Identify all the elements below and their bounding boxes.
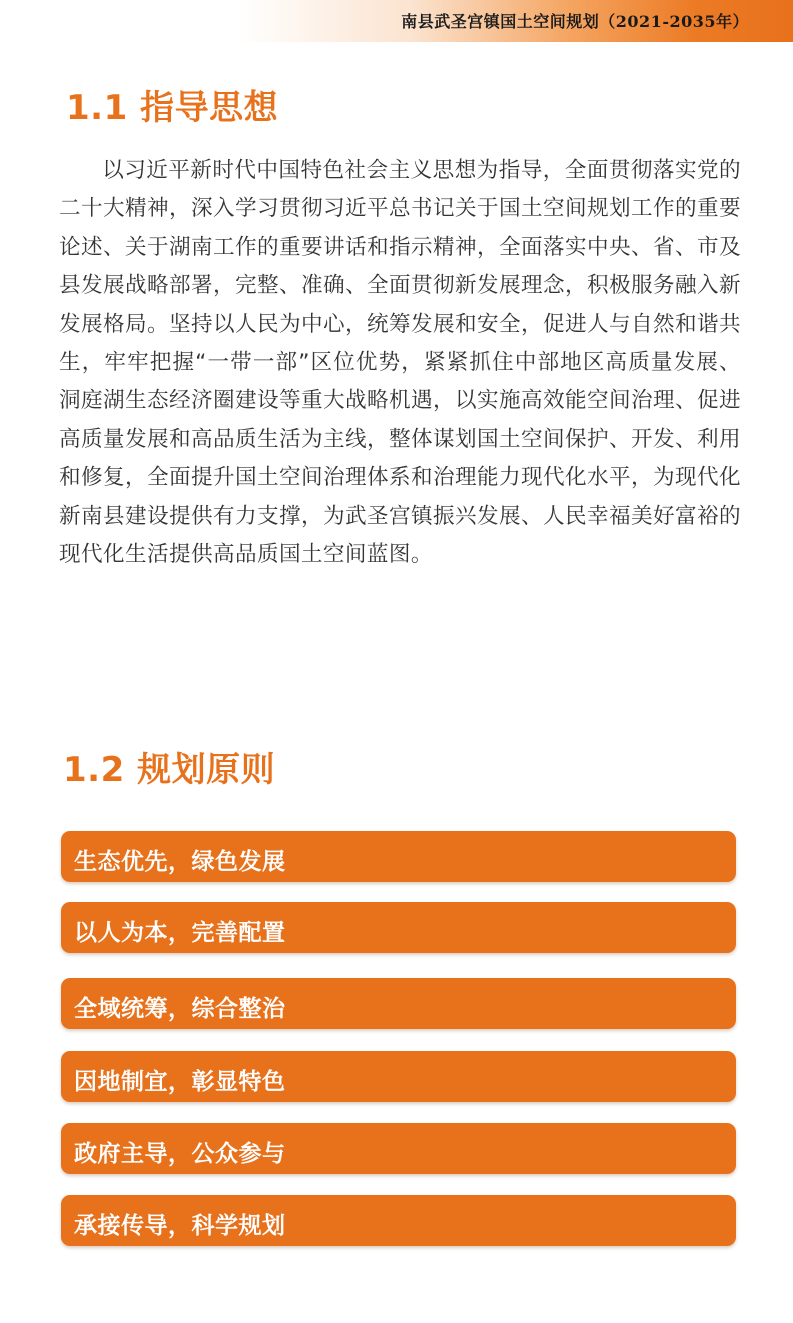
principle-label: 承接传导，科学规划 [74,1213,286,1239]
document-title: 南县武圣宫镇国土空间规划（2021-2035年） [401,12,749,31]
section-1-title: 1.1 指导思想 [66,88,279,128]
principle-item[interactable] [61,831,736,882]
section-1-body: 以习近平新时代中国特色社会主义思想为指导，全面贯彻落实党的二十大精神，深入学习贯彻习近平总书记关于国土空间规划工作的重要论述、关于湖南工作的重要讲话和指示精神，全面落实中央、省、市及县发展战略部署，完整、准确、全面贯彻新发展理念，积极服务融入新发展格局。坚持以人民为中心，统筹发展和安全，促进人与自然和谐共生，牢牢把握“一带一部”区位优势，紧紧抓住中部地区高质量发展、洞庭湖生态经济圈建设等重大战略机遇，以实施高效能空间治理、促进高质量发展和高品质生活为主线，整体谋划国土空间保护、开发、利用和修复，全面提升国土空间治理体系和治理能力现代化水平，为现代化新南县建设提供有力支撑，为武圣宫镇振兴发展、人民幸福美好富裕的现代化生活提供高品质国土空间蓝图。 [59,158,741,568]
principle-label: 以人为本，完善配置 [74,920,286,946]
principle-item[interactable] [61,978,736,1029]
principle-item[interactable] [61,1123,736,1174]
header-bar [0,0,793,42]
principle-label: 政府主导，公众参与 [74,1141,286,1167]
principle-item[interactable] [61,1051,736,1102]
principle-label: 全域统筹，综合整治 [74,996,286,1022]
principle-label: 生态优先，绿色发展 [74,849,286,875]
section-2-title: 1.2 规划原则 [63,750,276,790]
principle-item[interactable] [61,902,736,953]
principle-label: 因地制宜，彰显特色 [74,1069,286,1095]
principle-item[interactable] [61,1195,736,1246]
